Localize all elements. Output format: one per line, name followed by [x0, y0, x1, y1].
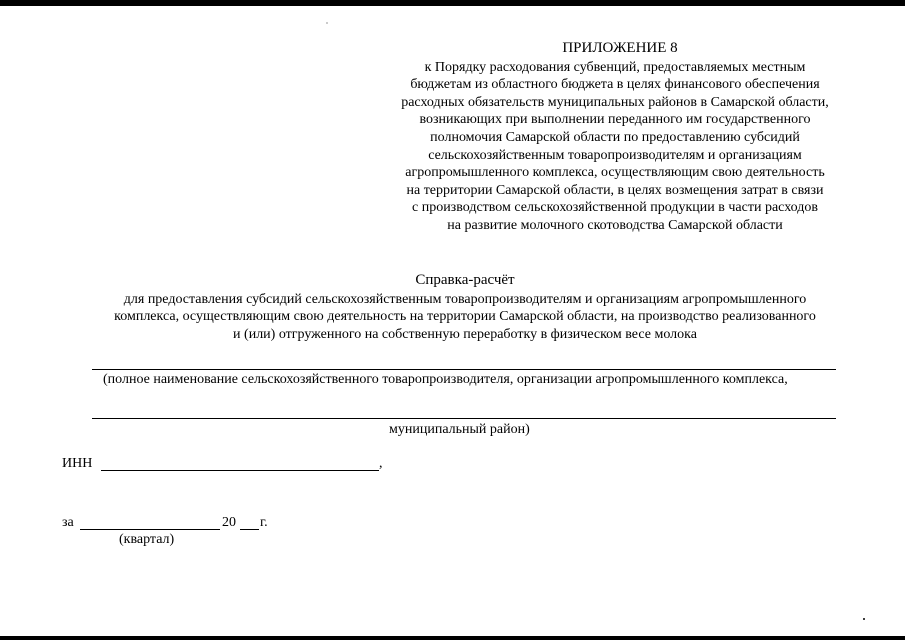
appendix-line: агропромышленного комплекса, осуществляющим свою деятельность [405, 165, 825, 181]
document-heading [80, 272, 850, 343]
scan-speck [863, 618, 865, 620]
appendix-title: ПРИЛОЖЕНИЕ 8 [562, 40, 678, 56]
appendix-line: полномочия Самарской области по предоставлению субсидий [430, 129, 800, 145]
org-name-line-1[interactable] [92, 369, 836, 370]
document-subtitle-line: комплекса, осуществляющим свою деятельность на территории Самарской области, на производство реализованного [114, 309, 816, 324]
appendix-line: на территории Самарской области, в целях возмещения затрат в связи [406, 182, 824, 198]
appendix-line: на развитие молочного скотоводства Самарской области [447, 217, 783, 233]
year-prefix: 20 [222, 515, 236, 530]
year-suffix: г. [260, 515, 268, 530]
org-name-line-2[interactable] [92, 418, 836, 419]
period-prefix: за [62, 515, 74, 530]
quarter-caption: (квартал) [119, 532, 175, 547]
municipal-district-caption: муниципальный район) [389, 422, 530, 437]
inn-field[interactable] [101, 470, 379, 471]
scan-border-bottom [0, 636, 905, 640]
appendix-line: сельскохозяйственным товаропроизводителям и организациям [428, 147, 802, 163]
appendix-line: с производством сельскохозяйственной продукции в части расходов [411, 200, 819, 216]
org-name-caption: (полное наименование сельскохозяйственного товаропроизводителя, организации агропромышленного комплекса, [103, 372, 788, 387]
scan-border-top [0, 0, 905, 6]
document-title: Справка-расчёт [415, 272, 515, 288]
quarter-field[interactable] [80, 529, 220, 530]
appendix-line: бюджетам из областного бюджета в целях финансового обеспечения [410, 77, 820, 93]
appendix-line: к Порядку расходования субвенций, предоставляемых местным [424, 59, 806, 75]
appendix-line: возникающих при выполнении переданного им государственного [419, 112, 811, 128]
year-field[interactable] [240, 529, 259, 530]
appendix-block [378, 40, 852, 235]
inn-suffix: , [379, 456, 383, 471]
inn-label: ИНН [62, 456, 93, 471]
document-subtitle-line: и (или) отгруженного на собственную переработку в физическом весе молока [233, 326, 697, 342]
appendix-line: расходных обязательств муниципальных районов в Самарской области, [401, 94, 829, 110]
document-subtitle-line: для предоставления субсидий сельскохозяйственным товаропроизводителям и организациям агропромышленного [123, 291, 807, 307]
scan-speck [326, 22, 328, 24]
